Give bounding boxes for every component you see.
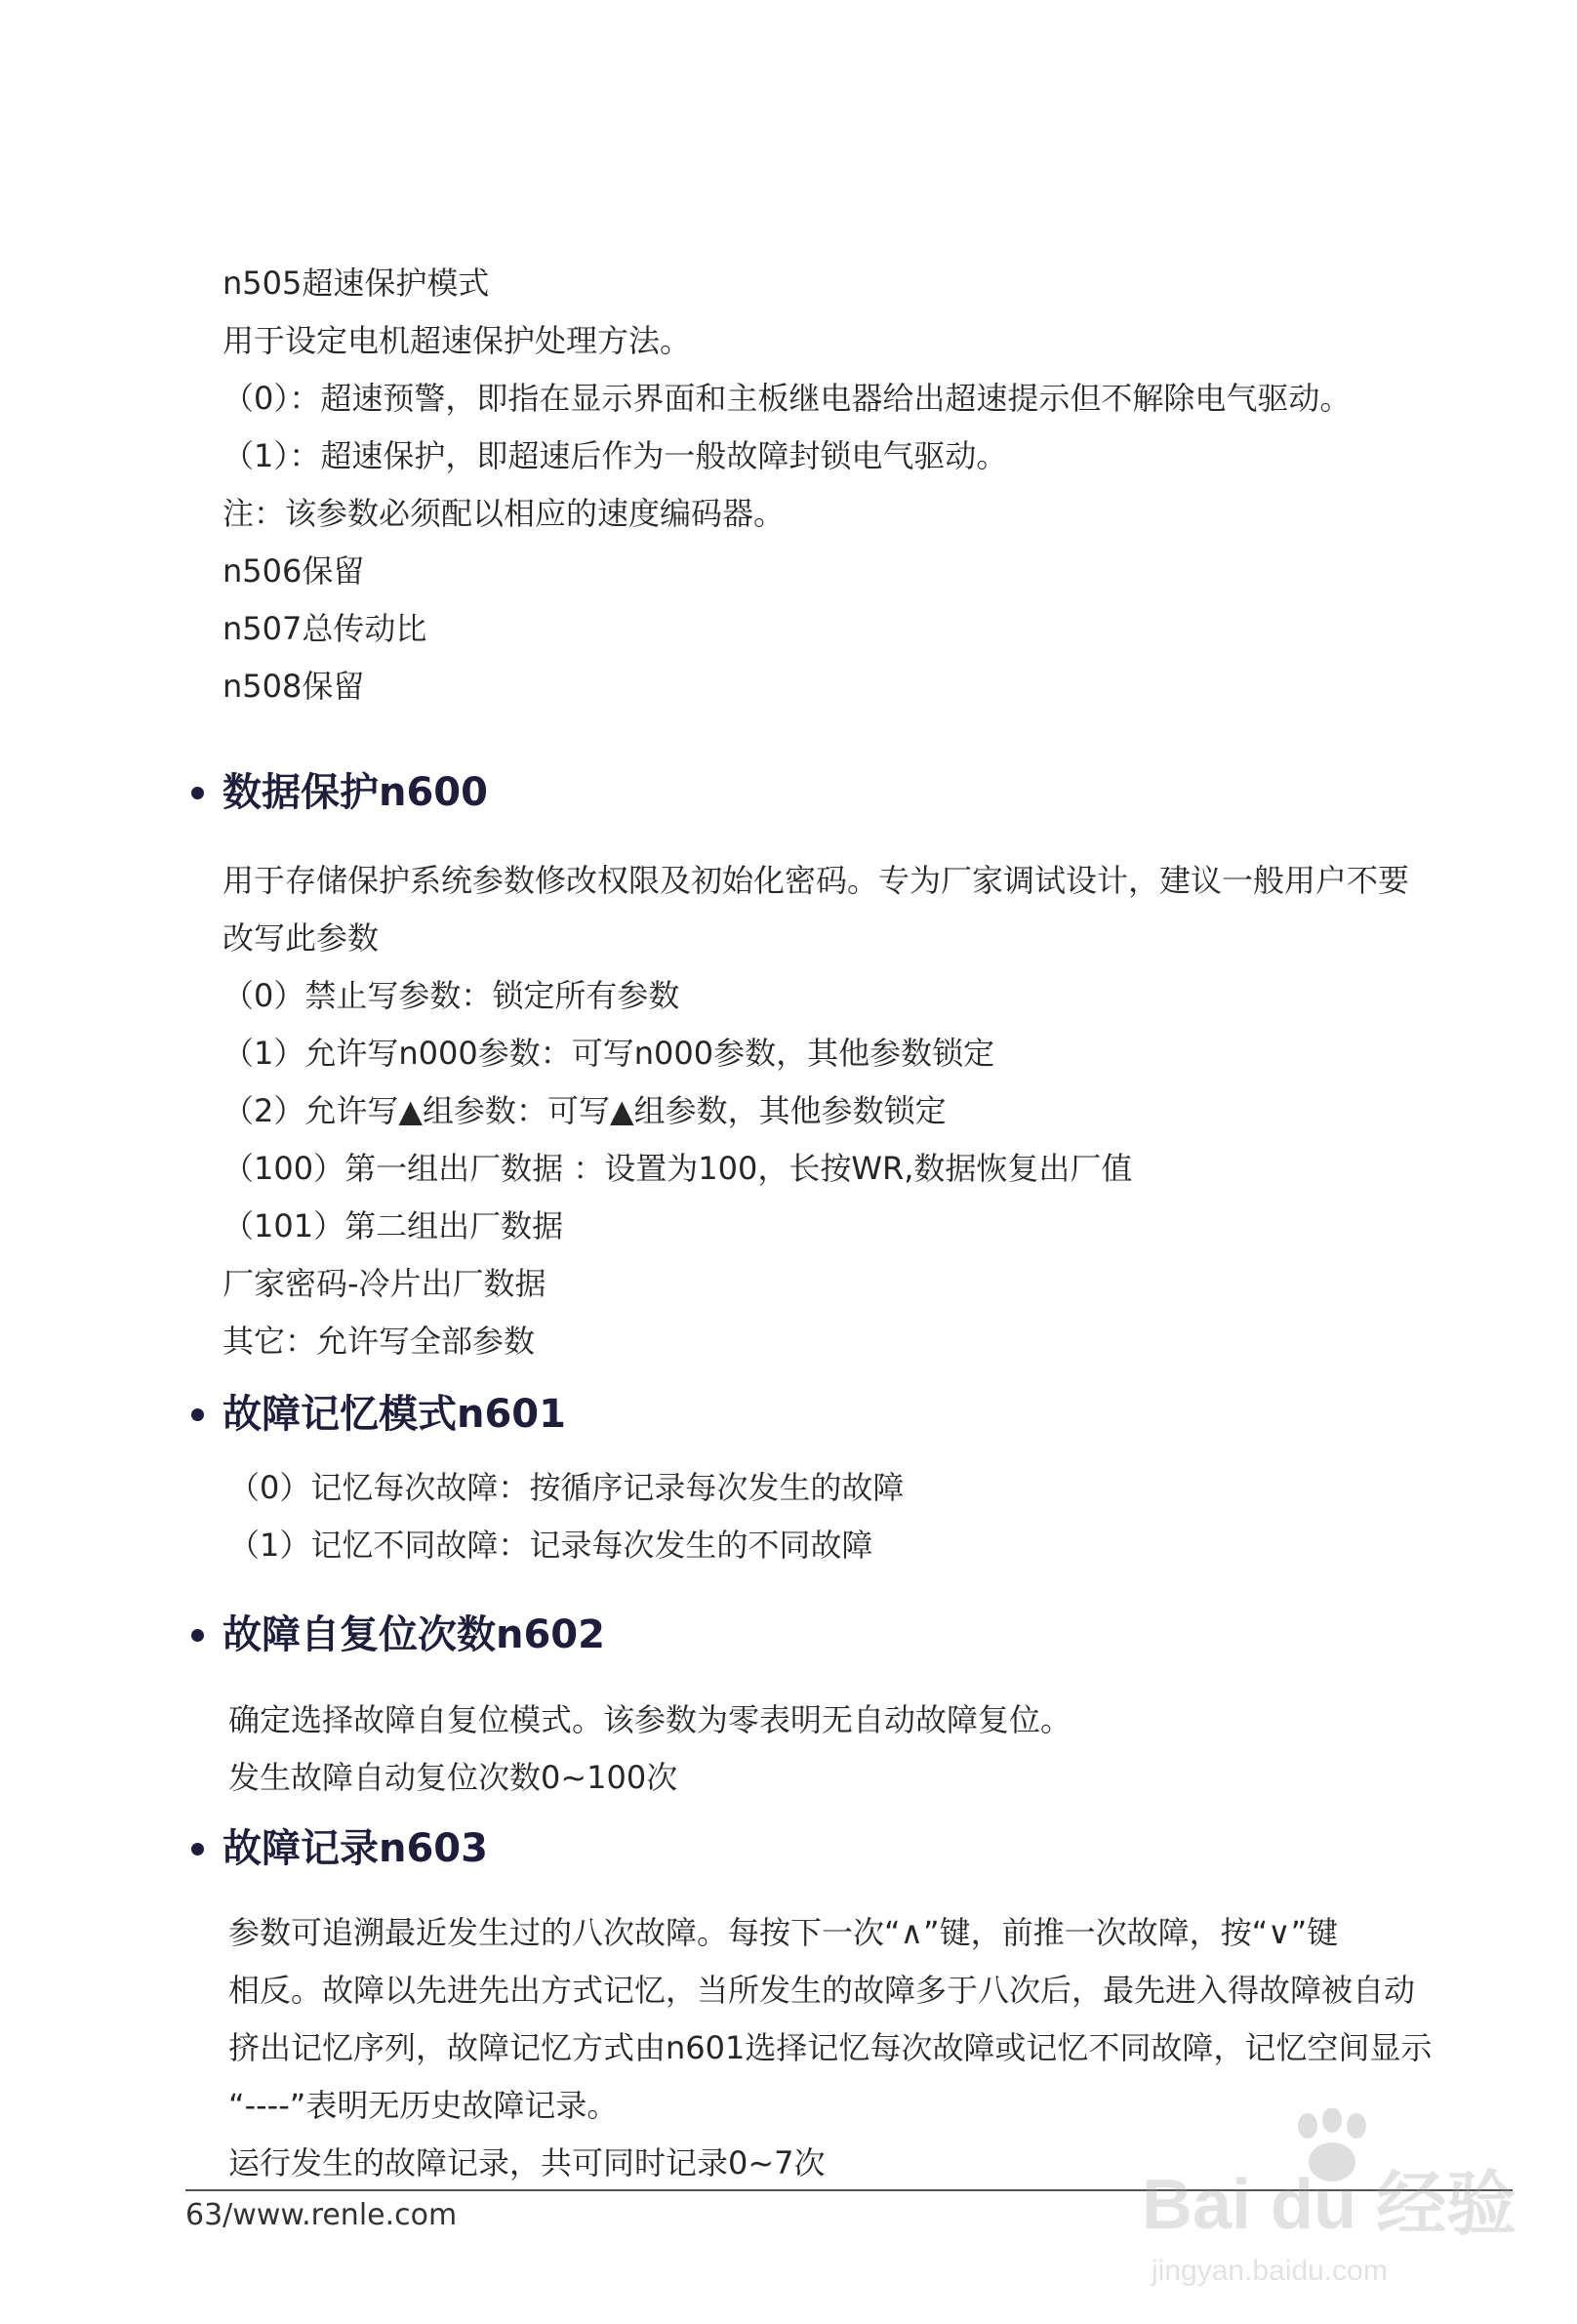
n600-line: （101）第二组出厂数据 <box>222 1207 564 1244</box>
n603-line: “----”表明无历史故障记录。 <box>228 2087 619 2124</box>
watermark-brand: Bai du 经验 <box>1142 2166 1517 2244</box>
n506-line: n506保留 <box>222 552 365 590</box>
n602-heading: 故障自复位次数n602 <box>222 1612 605 1657</box>
n603-line: 参数可追溯最近发生过的八次故障。每按下一次“∧”键，前推一次故障，按“∨”键 <box>228 1914 1339 1951</box>
watermark-url: jingyan.baidu.com <box>1152 2255 1388 2287</box>
n600-line: 厂家密码-冷片出厂数据 <box>222 1265 546 1302</box>
n603-line: 运行发生的故障记录，共可同时记录0~7次 <box>228 2144 826 2181</box>
bullet-icon <box>191 1408 204 1421</box>
n603-line: 挤出记忆序列，故障记忆方式由n601选择记忆每次故障或记忆不同故障，记忆空间显示 <box>228 2029 1433 2066</box>
n600-line: （100）第一组出厂数据 ：设置为100，长按WR,数据恢复出厂值 <box>222 1150 1133 1187</box>
n600-line: （0）禁止写参数：锁定所有参数 <box>222 977 680 1014</box>
page-footer: 63/www.renle.com <box>185 2198 458 2232</box>
n603-line: 相反。故障以先进先出方式记忆，当所发生的故障多于八次后，最先进入得故障被自动 <box>228 1972 1416 2009</box>
n601-line: （1）记忆不同故障：记录每次发生的不同故障 <box>228 1527 873 1564</box>
n507-line: n507总传动比 <box>222 610 427 647</box>
n600-line: （2）允许写▲组参数：可写▲组参数，其他参数锁定 <box>222 1092 947 1129</box>
bullet-icon <box>191 1629 204 1642</box>
n600-heading: 数据保护n600 <box>222 770 488 815</box>
n600-line: 改写此参数 <box>222 919 380 957</box>
n505-title: n505超速保护模式 <box>222 265 490 302</box>
n601-heading: 故障记忆模式n601 <box>222 1392 566 1437</box>
n601-line: （0）记忆每次故障：按循序记录每次发生的故障 <box>228 1469 905 1506</box>
n505-line: （0）：超速预警，即指在显示界面和主板继电器给出超速提示但不解除电气驱动。 <box>222 380 1352 417</box>
n508-line: n508保留 <box>222 668 365 705</box>
n603-heading: 故障记录n603 <box>222 1826 488 1871</box>
n602-line: 确定选择故障自复位模式。该参数为零表明无自动故障复位。 <box>228 1701 1072 1738</box>
n600-line: （1）允许写n000参数：可写n000参数，其他参数锁定 <box>222 1035 995 1072</box>
n602-line: 发生故障自动复位次数0~100次 <box>228 1759 678 1796</box>
bullet-icon <box>191 787 204 799</box>
n600-line: 其它：允许写全部参数 <box>222 1323 536 1360</box>
n505-line: （1）：超速保护，即超速后作为一般故障封锁电气驱动。 <box>222 437 1008 474</box>
baidu-watermark <box>1142 2108 1517 2304</box>
n600-line: 用于存储保护系统参数修改权限及初始化密码。专为厂家调试设计，建议一般用户不要 <box>222 862 1410 899</box>
n505-line: 注：该参数必须配以相应的速度编码器。 <box>222 495 786 532</box>
n505-line: 用于设定电机超速保护处理方法。 <box>222 322 692 359</box>
bullet-icon <box>191 1843 204 1855</box>
